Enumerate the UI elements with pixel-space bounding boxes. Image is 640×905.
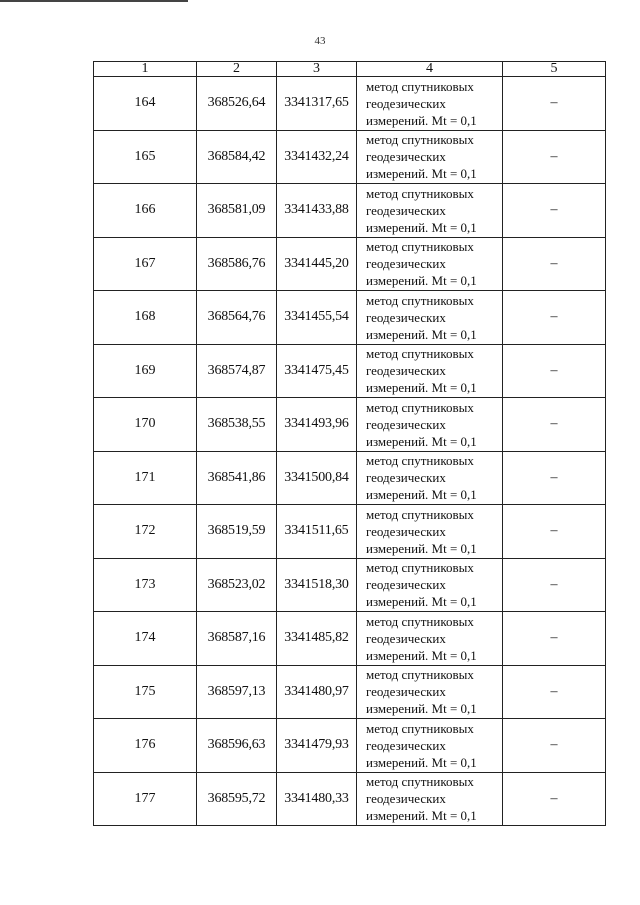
method-line: измерений. Mt = 0,1: [366, 273, 477, 289]
point-number-cell: 174: [94, 612, 197, 666]
method-line: метод спутниковых: [366, 667, 474, 683]
method-line: геодезических: [366, 149, 446, 165]
method-line: геодезических: [366, 202, 446, 218]
method-line: измерений. Mt = 0,1: [366, 754, 477, 770]
method-line: измерений. Mt = 0,1: [366, 112, 477, 128]
method-line: метод спутниковых: [366, 292, 474, 308]
note-cell: –: [503, 344, 606, 398]
method-line: геодезических: [366, 630, 446, 646]
y-coordinate-cell: 3341432,24: [277, 130, 357, 184]
point-number-cell: 167: [94, 237, 197, 291]
method-line: метод спутниковых: [366, 613, 474, 629]
table-row: [94, 130, 606, 184]
header-rule: [0, 0, 188, 2]
table-row: [94, 612, 606, 666]
table-row: [94, 505, 606, 559]
method-line: геодезических: [366, 684, 446, 700]
point-number-cell: 170: [94, 398, 197, 452]
table-row: [94, 772, 606, 826]
note-cell: –: [503, 558, 606, 612]
method-cell: [357, 184, 503, 238]
method-line: метод спутниковых: [366, 399, 474, 415]
header-col-3: 3: [277, 62, 357, 77]
y-coordinate-cell: 3341500,84: [277, 451, 357, 505]
note-cell: –: [503, 237, 606, 291]
y-coordinate-cell: 3341480,97: [277, 665, 357, 719]
method-cell: [357, 665, 503, 719]
method-cell: [357, 77, 503, 131]
method-cell: [357, 772, 503, 826]
point-number-cell: 173: [94, 558, 197, 612]
y-coordinate-cell: 3341317,65: [277, 77, 357, 131]
note-cell: –: [503, 772, 606, 826]
method-line: измерений. Mt = 0,1: [366, 326, 477, 342]
table-row: [94, 237, 606, 291]
y-coordinate-cell: 3341445,20: [277, 237, 357, 291]
x-coordinate-cell: 368574,87: [197, 344, 277, 398]
method-line: измерений. Mt = 0,1: [366, 647, 477, 663]
method-line: измерений. Mt = 0,1: [366, 808, 477, 824]
table-row: [94, 184, 606, 238]
table-row: [94, 665, 606, 719]
table-body: [94, 77, 606, 826]
y-coordinate-cell: 3341518,30: [277, 558, 357, 612]
method-line: метод спутниковых: [366, 132, 474, 148]
x-coordinate-cell: 368564,76: [197, 291, 277, 345]
x-coordinate-cell: 368541,86: [197, 451, 277, 505]
table-row: [94, 344, 606, 398]
method-line: геодезических: [366, 577, 446, 593]
page-number: 43: [314, 35, 326, 47]
point-number-cell: 172: [94, 505, 197, 559]
point-number-cell: 176: [94, 719, 197, 773]
method-line: измерений. Mt = 0,1: [366, 540, 477, 556]
method-cell: [357, 719, 503, 773]
point-number-cell: 169: [94, 344, 197, 398]
method-line: измерений. Mt = 0,1: [366, 701, 477, 717]
method-line: метод спутниковых: [366, 506, 474, 522]
method-cell: [357, 505, 503, 559]
method-line: геодезических: [366, 523, 446, 539]
x-coordinate-cell: 368538,55: [197, 398, 277, 452]
table-row: [94, 398, 606, 452]
header-col-2: 2: [197, 62, 277, 77]
method-line: измерений. Mt = 0,1: [366, 594, 477, 610]
point-number-cell: 165: [94, 130, 197, 184]
note-cell: –: [503, 505, 606, 559]
method-line: геодезических: [366, 256, 446, 272]
note-cell: –: [503, 130, 606, 184]
x-coordinate-cell: 368584,42: [197, 130, 277, 184]
method-line: геодезических: [366, 470, 446, 486]
method-line: метод спутниковых: [366, 774, 474, 790]
x-coordinate-cell: 368597,13: [197, 665, 277, 719]
point-number-cell: 177: [94, 772, 197, 826]
method-line: метод спутниковых: [366, 560, 474, 576]
y-coordinate-cell: 3341493,96: [277, 398, 357, 452]
table-row: [94, 77, 606, 131]
point-number-cell: 164: [94, 77, 197, 131]
point-number-cell: 166: [94, 184, 197, 238]
y-coordinate-cell: 3341475,45: [277, 344, 357, 398]
x-coordinate-cell: 368581,09: [197, 184, 277, 238]
method-line: геодезических: [366, 737, 446, 753]
point-number-cell: 168: [94, 291, 197, 345]
y-coordinate-cell: 3341479,93: [277, 719, 357, 773]
method-line: метод спутниковых: [366, 185, 474, 201]
method-line: измерений. Mt = 0,1: [366, 166, 477, 182]
table-row: [94, 558, 606, 612]
method-line: измерений. Mt = 0,1: [366, 380, 477, 396]
coordinates-table: [93, 61, 606, 826]
table-header-row: [94, 62, 606, 77]
x-coordinate-cell: 368596,63: [197, 719, 277, 773]
method-line: измерений. Mt = 0,1: [366, 433, 477, 449]
method-cell: [357, 344, 503, 398]
method-line: метод спутниковых: [366, 720, 474, 736]
method-cell: [357, 291, 503, 345]
header-col-1: 1: [94, 62, 197, 77]
header-col-5: 5: [503, 62, 606, 77]
x-coordinate-cell: 368587,16: [197, 612, 277, 666]
method-line: измерений. Mt = 0,1: [366, 487, 477, 503]
method-line: геодезических: [366, 416, 446, 432]
note-cell: –: [503, 451, 606, 505]
method-cell: [357, 130, 503, 184]
method-line: метод спутниковых: [366, 453, 474, 469]
note-cell: –: [503, 665, 606, 719]
x-coordinate-cell: 368595,72: [197, 772, 277, 826]
header-col-4: 4: [357, 62, 503, 77]
method-line: метод спутниковых: [366, 346, 474, 362]
y-coordinate-cell: 3341480,33: [277, 772, 357, 826]
y-coordinate-cell: 3341485,82: [277, 612, 357, 666]
note-cell: –: [503, 719, 606, 773]
method-cell: [357, 451, 503, 505]
method-line: метод спутниковых: [366, 239, 474, 255]
table-row: [94, 451, 606, 505]
method-cell: [357, 398, 503, 452]
note-cell: –: [503, 612, 606, 666]
note-cell: –: [503, 77, 606, 131]
note-cell: –: [503, 291, 606, 345]
table-row: [94, 719, 606, 773]
x-coordinate-cell: 368586,76: [197, 237, 277, 291]
method-line: геодезических: [366, 363, 446, 379]
method-cell: [357, 237, 503, 291]
y-coordinate-cell: 3341511,65: [277, 505, 357, 559]
method-line: измерений. Mt = 0,1: [366, 219, 477, 235]
note-cell: –: [503, 184, 606, 238]
method-cell: [357, 612, 503, 666]
method-line: метод спутниковых: [366, 78, 474, 94]
note-cell: –: [503, 398, 606, 452]
method-line: геодезических: [366, 791, 446, 807]
point-number-cell: 175: [94, 665, 197, 719]
x-coordinate-cell: 368523,02: [197, 558, 277, 612]
point-number-cell: 171: [94, 451, 197, 505]
method-cell: [357, 558, 503, 612]
x-coordinate-cell: 368526,64: [197, 77, 277, 131]
method-line: геодезических: [366, 309, 446, 325]
method-line: геодезических: [366, 95, 446, 111]
table-row: [94, 291, 606, 345]
x-coordinate-cell: 368519,59: [197, 505, 277, 559]
y-coordinate-cell: 3341455,54: [277, 291, 357, 345]
y-coordinate-cell: 3341433,88: [277, 184, 357, 238]
